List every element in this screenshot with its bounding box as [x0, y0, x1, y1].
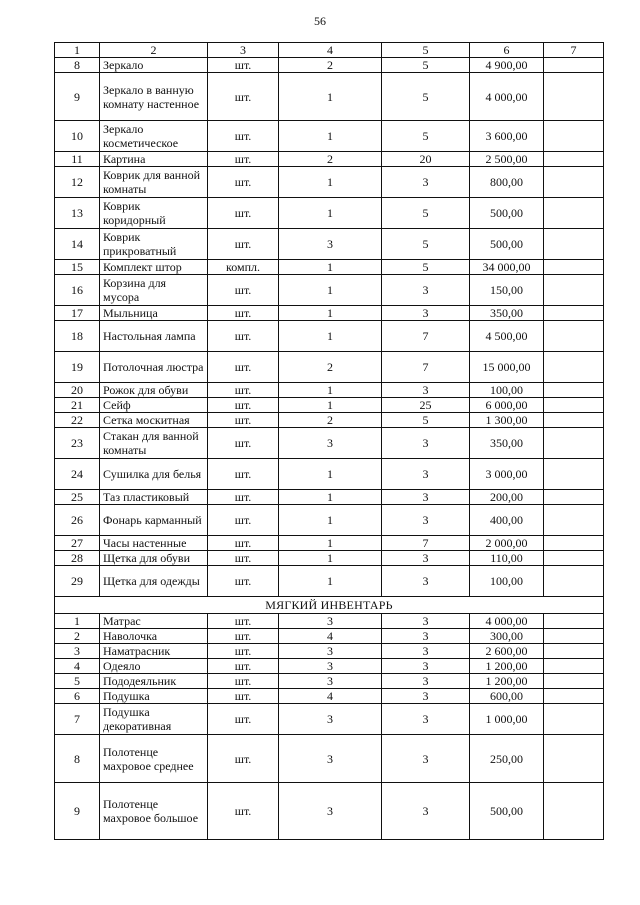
item-unit: шт.: [208, 413, 279, 428]
table-row: [55, 306, 604, 321]
item-unit: шт.: [208, 58, 279, 73]
item-number: 26: [55, 505, 100, 536]
table-row: [55, 689, 604, 704]
table-row: [55, 505, 604, 536]
table-row: [55, 551, 604, 566]
item-price: 1 200,00: [470, 674, 544, 689]
item-quantity: 1: [279, 383, 382, 398]
table-row: [55, 566, 604, 597]
item-quantity: 3: [279, 614, 382, 629]
item-price: 500,00: [470, 783, 544, 840]
item-name: Корзина для мусора: [100, 275, 208, 306]
table-body: [55, 43, 604, 840]
item-number: 12: [55, 167, 100, 198]
item-price: 500,00: [470, 229, 544, 260]
item-number: 24: [55, 459, 100, 490]
item-name: Зеркало в ванную комнату настенное: [100, 73, 208, 121]
item-service-life: 3: [382, 704, 470, 735]
table-row: [55, 674, 604, 689]
item-unit: шт.: [208, 735, 279, 783]
item-name: Щетка для обуви: [100, 551, 208, 566]
item-quantity: 1: [279, 566, 382, 597]
table-row: [55, 704, 604, 735]
item-name: Наволочка: [100, 629, 208, 644]
item-number: 25: [55, 490, 100, 505]
item-number: 15: [55, 260, 100, 275]
item-price: 350,00: [470, 428, 544, 459]
item-number: 5: [55, 674, 100, 689]
item-name: Сушилка для белья: [100, 459, 208, 490]
item-service-life: 3: [382, 783, 470, 840]
item-note: [544, 566, 604, 597]
item-quantity: 4: [279, 689, 382, 704]
item-number: 16: [55, 275, 100, 306]
table-row: [55, 459, 604, 490]
item-price: 100,00: [470, 383, 544, 398]
item-name: Коврик коридорный: [100, 198, 208, 229]
item-name: Стакан для ванной комнаты: [100, 428, 208, 459]
item-service-life: 3: [382, 167, 470, 198]
item-unit: шт.: [208, 689, 279, 704]
item-service-life: 3: [382, 459, 470, 490]
item-note: [544, 413, 604, 428]
item-number: 8: [55, 58, 100, 73]
item-note: [544, 735, 604, 783]
table-row: [55, 383, 604, 398]
item-note: [544, 121, 604, 152]
item-number: 10: [55, 121, 100, 152]
item-number: 19: [55, 352, 100, 383]
column-number-4: 4: [279, 43, 382, 58]
item-number: 2: [55, 629, 100, 644]
item-price: 15 000,00: [470, 352, 544, 383]
item-unit: шт.: [208, 321, 279, 352]
item-name: Коврик прикроватный: [100, 229, 208, 260]
item-note: [544, 704, 604, 735]
item-note: [544, 629, 604, 644]
table-row: [55, 536, 604, 551]
item-number: 27: [55, 536, 100, 551]
item-quantity: 1: [279, 198, 382, 229]
item-unit: шт.: [208, 383, 279, 398]
item-price: 400,00: [470, 505, 544, 536]
section-row: [55, 597, 604, 614]
item-quantity: 2: [279, 152, 382, 167]
item-quantity: 2: [279, 413, 382, 428]
item-name: Полотенце махровое большое: [100, 783, 208, 840]
item-unit: шт.: [208, 566, 279, 597]
item-quantity: 1: [279, 275, 382, 306]
table-row: [55, 413, 604, 428]
item-quantity: 1: [279, 167, 382, 198]
item-name: Фонарь карманный: [100, 505, 208, 536]
item-service-life: 5: [382, 229, 470, 260]
item-price: 3 600,00: [470, 121, 544, 152]
item-quantity: 1: [279, 551, 382, 566]
item-name: Мыльница: [100, 306, 208, 321]
item-note: [544, 614, 604, 629]
item-quantity: 3: [279, 735, 382, 783]
item-service-life: 25: [382, 398, 470, 413]
item-quantity: 3: [279, 704, 382, 735]
item-price: 34 000,00: [470, 260, 544, 275]
table-row: [55, 121, 604, 152]
item-price: 250,00: [470, 735, 544, 783]
item-name: Одеяло: [100, 659, 208, 674]
item-price: 2 000,00: [470, 536, 544, 551]
item-service-life: 5: [382, 198, 470, 229]
item-unit: шт.: [208, 306, 279, 321]
item-name: Подушка декоративная: [100, 704, 208, 735]
item-name: Картина: [100, 152, 208, 167]
item-note: [544, 659, 604, 674]
table-row: [55, 659, 604, 674]
item-unit: шт.: [208, 551, 279, 566]
item-number: 7: [55, 704, 100, 735]
item-name: Сетка москитная: [100, 413, 208, 428]
item-quantity: 3: [279, 229, 382, 260]
item-note: [544, 459, 604, 490]
item-note: [544, 551, 604, 566]
item-service-life: 5: [382, 73, 470, 121]
item-price: 150,00: [470, 275, 544, 306]
item-service-life: 5: [382, 413, 470, 428]
item-quantity: 1: [279, 260, 382, 275]
table-row: [55, 275, 604, 306]
item-service-life: 3: [382, 551, 470, 566]
item-note: [544, 783, 604, 840]
item-quantity: 3: [279, 783, 382, 840]
page-number: 56: [314, 14, 326, 28]
item-service-life: 3: [382, 735, 470, 783]
item-unit: шт.: [208, 536, 279, 551]
item-number: 9: [55, 73, 100, 121]
item-unit: шт.: [208, 428, 279, 459]
item-quantity: 4: [279, 629, 382, 644]
item-name: Часы настенные: [100, 536, 208, 551]
item-service-life: 3: [382, 428, 470, 459]
item-note: [544, 306, 604, 321]
item-name: Зеркало косметическое: [100, 121, 208, 152]
item-name: Зеркало: [100, 58, 208, 73]
table-row: [55, 167, 604, 198]
item-unit: шт.: [208, 229, 279, 260]
item-unit: шт.: [208, 644, 279, 659]
table-row: [55, 428, 604, 459]
item-price: 4 000,00: [470, 73, 544, 121]
column-number-7: 7: [544, 43, 604, 58]
item-note: [544, 398, 604, 413]
item-service-life: 3: [382, 674, 470, 689]
item-service-life: 3: [382, 490, 470, 505]
item-note: [544, 674, 604, 689]
item-quantity: 2: [279, 58, 382, 73]
item-unit: шт.: [208, 783, 279, 840]
item-name: Подушка: [100, 689, 208, 704]
item-name: Полотенце махровое среднее: [100, 735, 208, 783]
item-name: Таз пластиковый: [100, 490, 208, 505]
item-number: 21: [55, 398, 100, 413]
column-number-3: 3: [208, 43, 279, 58]
item-price: 6 000,00: [470, 398, 544, 413]
item-note: [544, 490, 604, 505]
item-price: 1 300,00: [470, 413, 544, 428]
item-unit: шт.: [208, 275, 279, 306]
item-service-life: 3: [382, 644, 470, 659]
item-number: 4: [55, 659, 100, 674]
item-price: 1 200,00: [470, 659, 544, 674]
column-number-header-row: [55, 43, 604, 58]
table-row: [55, 260, 604, 275]
item-price: 2 600,00: [470, 644, 544, 659]
item-unit: шт.: [208, 490, 279, 505]
table-row: [55, 644, 604, 659]
item-note: [544, 58, 604, 73]
item-price: 110,00: [470, 551, 544, 566]
table-row: [55, 614, 604, 629]
item-service-life: 7: [382, 321, 470, 352]
item-quantity: 3: [279, 428, 382, 459]
item-number: 17: [55, 306, 100, 321]
table-row: [55, 783, 604, 840]
item-service-life: 20: [382, 152, 470, 167]
item-note: [544, 644, 604, 659]
item-unit: шт.: [208, 629, 279, 644]
item-price: 800,00: [470, 167, 544, 198]
item-quantity: 3: [279, 674, 382, 689]
item-number: 22: [55, 413, 100, 428]
item-unit: шт.: [208, 121, 279, 152]
column-number-6: 6: [470, 43, 544, 58]
item-note: [544, 321, 604, 352]
item-number: 14: [55, 229, 100, 260]
item-number: 6: [55, 689, 100, 704]
item-number: 18: [55, 321, 100, 352]
item-name: Пододеяльник: [100, 674, 208, 689]
item-note: [544, 536, 604, 551]
item-unit: компл.: [208, 260, 279, 275]
item-number: 13: [55, 198, 100, 229]
item-name: Рожок для обуви: [100, 383, 208, 398]
item-note: [544, 383, 604, 398]
item-number: 11: [55, 152, 100, 167]
item-price: 100,00: [470, 566, 544, 597]
item-number: 9: [55, 783, 100, 840]
item-unit: шт.: [208, 614, 279, 629]
item-note: [544, 505, 604, 536]
item-price: 500,00: [470, 198, 544, 229]
table-row: [55, 198, 604, 229]
table-row: [55, 735, 604, 783]
item-price: 2 500,00: [470, 152, 544, 167]
table-row: [55, 73, 604, 121]
item-quantity: 1: [279, 121, 382, 152]
item-unit: шт.: [208, 152, 279, 167]
table-row: [55, 321, 604, 352]
item-name: Наматрасник: [100, 644, 208, 659]
table-row: [55, 352, 604, 383]
table-row: [55, 490, 604, 505]
item-service-life: 5: [382, 58, 470, 73]
table-row: [55, 152, 604, 167]
item-name: Коврик для ванной комнаты: [100, 167, 208, 198]
item-quantity: 1: [279, 321, 382, 352]
item-service-life: 3: [382, 689, 470, 704]
item-price: 3 000,00: [470, 459, 544, 490]
item-number: 1: [55, 614, 100, 629]
item-unit: шт.: [208, 459, 279, 490]
item-service-life: 3: [382, 614, 470, 629]
item-price: 350,00: [470, 306, 544, 321]
item-note: [544, 689, 604, 704]
table-row: [55, 58, 604, 73]
item-price: 200,00: [470, 490, 544, 505]
item-note: [544, 229, 604, 260]
item-note: [544, 352, 604, 383]
item-service-life: 3: [382, 383, 470, 398]
item-quantity: 1: [279, 459, 382, 490]
item-unit: шт.: [208, 198, 279, 229]
item-quantity: 1: [279, 398, 382, 413]
item-name: Матрас: [100, 614, 208, 629]
item-quantity: 1: [279, 73, 382, 121]
item-note: [544, 260, 604, 275]
column-number-1: 1: [55, 43, 100, 58]
item-price: 300,00: [470, 629, 544, 644]
section-title: МЯГКИЙ ИНВЕНТАРЬ: [55, 597, 604, 614]
item-note: [544, 152, 604, 167]
item-name: Щетка для одежды: [100, 566, 208, 597]
item-number: 3: [55, 644, 100, 659]
item-quantity: 3: [279, 644, 382, 659]
item-service-life: 7: [382, 536, 470, 551]
item-note: [544, 198, 604, 229]
column-number-2: 2: [100, 43, 208, 58]
item-service-life: 5: [382, 121, 470, 152]
column-number-5: 5: [382, 43, 470, 58]
item-price: 4 000,00: [470, 614, 544, 629]
item-number: 23: [55, 428, 100, 459]
table-row: [55, 229, 604, 260]
item-number: 20: [55, 383, 100, 398]
item-unit: шт.: [208, 167, 279, 198]
item-unit: шт.: [208, 659, 279, 674]
item-note: [544, 428, 604, 459]
item-quantity: 1: [279, 490, 382, 505]
item-note: [544, 73, 604, 121]
item-price: 1 000,00: [470, 704, 544, 735]
item-price: 4 900,00: [470, 58, 544, 73]
item-quantity: 1: [279, 536, 382, 551]
item-number: 8: [55, 735, 100, 783]
item-name: Комплект штор: [100, 260, 208, 275]
item-service-life: 7: [382, 352, 470, 383]
inventory-table: [54, 42, 604, 840]
item-quantity: 3: [279, 659, 382, 674]
item-note: [544, 167, 604, 198]
item-service-life: 5: [382, 260, 470, 275]
item-quantity: 1: [279, 306, 382, 321]
item-number: 29: [55, 566, 100, 597]
item-unit: шт.: [208, 674, 279, 689]
item-number: 28: [55, 551, 100, 566]
item-service-life: 3: [382, 505, 470, 536]
item-service-life: 3: [382, 275, 470, 306]
item-service-life: 3: [382, 659, 470, 674]
item-service-life: 3: [382, 629, 470, 644]
item-quantity: 2: [279, 352, 382, 383]
item-unit: шт.: [208, 398, 279, 413]
item-name: Сейф: [100, 398, 208, 413]
item-service-life: 3: [382, 306, 470, 321]
item-note: [544, 275, 604, 306]
item-name: Потолочная люстра: [100, 352, 208, 383]
item-price: 4 500,00: [470, 321, 544, 352]
item-price: 600,00: [470, 689, 544, 704]
item-unit: шт.: [208, 704, 279, 735]
item-unit: шт.: [208, 352, 279, 383]
table-row: [55, 398, 604, 413]
item-name: Настольная лампа: [100, 321, 208, 352]
item-unit: шт.: [208, 505, 279, 536]
item-quantity: 1: [279, 505, 382, 536]
item-unit: шт.: [208, 73, 279, 121]
item-service-life: 3: [382, 566, 470, 597]
table-row: [55, 629, 604, 644]
